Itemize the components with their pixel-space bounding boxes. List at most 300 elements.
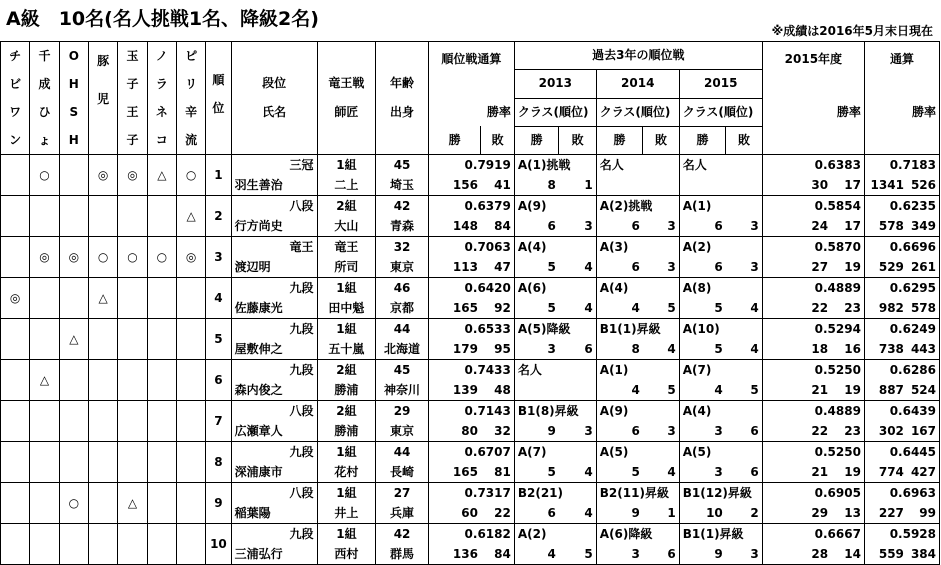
loss-2014-cell: 5 bbox=[643, 298, 679, 319]
junisen-rate-cell: 0.7433 bbox=[428, 360, 514, 381]
class-rank-header-2013: クラス(順位) bbox=[514, 98, 596, 126]
win-2014-cell: 8 bbox=[596, 339, 643, 360]
loss-2014-cell: 6 bbox=[643, 544, 679, 565]
fy-rate-cell: 0.5250 bbox=[762, 360, 864, 381]
birthplace-cell: 北海道 bbox=[376, 339, 429, 360]
prediction-mark bbox=[30, 278, 59, 319]
age-cell: 44 bbox=[376, 319, 429, 340]
total-rate-cell: 0.6286 bbox=[864, 360, 939, 381]
age-cell: 29 bbox=[376, 401, 429, 422]
loss-2014-cell: 3 bbox=[643, 216, 679, 237]
win-2015-cell: 9 bbox=[679, 544, 726, 565]
prediction-mark bbox=[88, 524, 117, 565]
predictor-header-char: 王 bbox=[126, 105, 139, 119]
fy-win-cell: 21 bbox=[762, 462, 831, 483]
standings-table bbox=[0, 41, 940, 565]
blank-header bbox=[317, 126, 376, 154]
total-win-cell: 529 bbox=[864, 257, 906, 278]
loss-2013-cell: 4 bbox=[559, 257, 596, 278]
prediction-mark bbox=[176, 360, 205, 401]
junisen-loss-cell: 92 bbox=[481, 298, 514, 319]
total-rate-cell: 0.6235 bbox=[864, 196, 939, 217]
total-loss-cell: 578 bbox=[907, 298, 940, 319]
loss-2014-cell: 4 bbox=[643, 339, 679, 360]
prediction-mark bbox=[30, 196, 59, 237]
birthplace-cell: 神奈川 bbox=[376, 380, 429, 401]
junisen-loss-cell: 84 bbox=[481, 216, 514, 237]
dan-cell: 八段 bbox=[231, 196, 317, 217]
prediction-mark: △ bbox=[176, 196, 205, 237]
fy-loss-cell: 23 bbox=[831, 421, 864, 442]
prediction-mark bbox=[118, 401, 147, 442]
predictor-header-char: ワ bbox=[9, 105, 22, 119]
prediction-mark bbox=[176, 442, 205, 483]
ryuo-cell: 2組 bbox=[317, 401, 376, 422]
junisen-loss-cell: 48 bbox=[481, 380, 514, 401]
total-loss-cell: 526 bbox=[907, 175, 940, 196]
ryuo-cell: 2組 bbox=[317, 360, 376, 381]
class-2013-cell: A(2) bbox=[514, 524, 596, 545]
table-row bbox=[1, 483, 940, 504]
predictor-header-char: ビ bbox=[9, 77, 22, 91]
age-cell: 44 bbox=[376, 442, 429, 463]
fy-rate-cell: 0.4889 bbox=[762, 278, 864, 299]
total-rate-cell: 0.7183 bbox=[864, 155, 939, 176]
class-2015-cell: A(10) bbox=[679, 319, 762, 340]
win-2014-cell: 9 bbox=[596, 503, 643, 524]
win-2013-cell: 8 bbox=[514, 175, 559, 196]
class-2013-cell: A(9) bbox=[514, 196, 596, 217]
year-header-2013: 2013 bbox=[514, 70, 596, 98]
dan-cell: 八段 bbox=[231, 401, 317, 422]
dan-cell: 三冠 bbox=[231, 155, 317, 176]
total-win-cell: 887 bbox=[864, 380, 906, 401]
prediction-mark bbox=[118, 278, 147, 319]
win-2014-cell bbox=[596, 175, 643, 196]
blank-header bbox=[231, 42, 317, 70]
predictor-header-1 bbox=[30, 42, 59, 155]
total-loss-cell: 384 bbox=[907, 544, 940, 565]
class-2013-cell: A(1)挑戦 bbox=[514, 155, 596, 176]
total-win-cell: 559 bbox=[864, 544, 906, 565]
age-cell: 42 bbox=[376, 524, 429, 545]
prediction-mark: △ bbox=[59, 319, 88, 360]
class-2013-cell: B1(8)昇級 bbox=[514, 401, 596, 422]
prediction-mark bbox=[147, 442, 176, 483]
blank-header bbox=[231, 126, 317, 154]
class-2014-cell: A(3) bbox=[596, 237, 679, 258]
predictor-header-char: 子 bbox=[126, 133, 139, 147]
class-2015-cell: B1(12)昇級 bbox=[679, 483, 762, 504]
player-name: 渡辺明 bbox=[231, 257, 317, 278]
prediction-mark bbox=[59, 442, 88, 483]
prediction-mark bbox=[88, 360, 117, 401]
predictor-header-char: S bbox=[69, 105, 79, 119]
predictor-header-char: ネ bbox=[155, 105, 168, 119]
predictor-header-char: ょ bbox=[38, 133, 51, 147]
total-loss-cell: 349 bbox=[907, 216, 940, 237]
ryuo-cell: 1組 bbox=[317, 524, 376, 545]
class-2014-cell: B1(1)昇級 bbox=[596, 319, 679, 340]
win-2013-cell: 5 bbox=[514, 298, 559, 319]
class-rank-header-2015: クラス(順位) bbox=[679, 98, 762, 126]
class-2013-cell: A(4) bbox=[514, 237, 596, 258]
rank-cell: 3 bbox=[206, 237, 231, 278]
loss-2015-cell: 3 bbox=[726, 257, 763, 278]
fy-loss-cell: 17 bbox=[831, 175, 864, 196]
junisen-rate-cell: 0.6533 bbox=[428, 319, 514, 340]
table-row bbox=[1, 442, 940, 463]
fy-win-cell: 27 bbox=[762, 257, 831, 278]
prediction-mark: △ bbox=[30, 360, 59, 401]
prediction-mark bbox=[118, 524, 147, 565]
junisen-loss-cell: 32 bbox=[481, 421, 514, 442]
dan-cell: 九段 bbox=[231, 319, 317, 340]
win-2013-cell bbox=[514, 380, 559, 401]
class-2013-cell: A(6) bbox=[514, 278, 596, 299]
fy-rate-header: 勝率 bbox=[762, 98, 864, 126]
dan-cell: 八段 bbox=[231, 483, 317, 504]
prediction-mark bbox=[59, 278, 88, 319]
junisen-loss-cell: 95 bbox=[481, 339, 514, 360]
shisho-cell: 勝浦 bbox=[317, 380, 376, 401]
predictor-header-char: ノ bbox=[155, 49, 168, 63]
win-header-2014: 勝 bbox=[596, 126, 643, 154]
junisen-total-header: 順位戦通算 bbox=[428, 42, 514, 70]
blank-header bbox=[762, 70, 864, 98]
blank-header bbox=[428, 70, 514, 98]
table-row bbox=[1, 401, 940, 422]
win-header-2015: 勝 bbox=[679, 126, 726, 154]
predictor-header-char: 玉 bbox=[126, 49, 139, 63]
loss-2014-cell bbox=[643, 175, 679, 196]
class-2015-cell: 名人 bbox=[679, 155, 762, 176]
junisen-loss-cell: 41 bbox=[481, 175, 514, 196]
class-2014-cell: 名人 bbox=[596, 155, 679, 176]
loss-2015-cell: 6 bbox=[726, 462, 763, 483]
fy-win-cell: 21 bbox=[762, 380, 831, 401]
prediction-mark bbox=[88, 483, 117, 524]
birthplace-cell: 青森 bbox=[376, 216, 429, 237]
age-cell: 46 bbox=[376, 278, 429, 299]
prediction-mark bbox=[176, 401, 205, 442]
prediction-mark bbox=[30, 442, 59, 483]
fy-rate-cell: 0.6667 bbox=[762, 524, 864, 545]
loss-2014-cell: 3 bbox=[643, 421, 679, 442]
junisen-win-cell: 80 bbox=[428, 421, 481, 442]
fy-win-cell: 18 bbox=[762, 339, 831, 360]
player-name: 行方尚史 bbox=[231, 216, 317, 237]
rank-header bbox=[206, 42, 231, 155]
prediction-mark bbox=[59, 524, 88, 565]
loss-2013-cell: 5 bbox=[559, 544, 596, 565]
table-row bbox=[1, 360, 940, 381]
table-row bbox=[1, 319, 940, 340]
class-2015-cell: A(4) bbox=[679, 401, 762, 422]
class-2013-cell: A(5)降級 bbox=[514, 319, 596, 340]
prediction-mark bbox=[1, 401, 30, 442]
loss-2014-cell: 3 bbox=[643, 257, 679, 278]
class-2015-cell: A(7) bbox=[679, 360, 762, 381]
total-win-cell: 982 bbox=[864, 298, 906, 319]
predictor-header-char: 千 bbox=[38, 49, 51, 63]
sheet-note: ※成績は2016年5月末日現在 bbox=[771, 24, 933, 38]
total-rate-cell: 0.6249 bbox=[864, 319, 939, 340]
total-win-cell: 227 bbox=[864, 503, 906, 524]
blank-header bbox=[376, 126, 429, 154]
loss-2015-cell: 5 bbox=[726, 380, 763, 401]
prediction-mark: △ bbox=[88, 278, 117, 319]
prediction-mark bbox=[176, 319, 205, 360]
age-cell: 42 bbox=[376, 196, 429, 217]
loss-2015-cell: 4 bbox=[726, 339, 763, 360]
fy-loss-cell: 13 bbox=[831, 503, 864, 524]
table-row bbox=[1, 196, 940, 217]
shisho-cell: 所司 bbox=[317, 257, 376, 278]
loss-2014-cell: 4 bbox=[643, 462, 679, 483]
table-body bbox=[1, 155, 940, 565]
total-rate-cell: 0.6696 bbox=[864, 237, 939, 258]
year-header-2014: 2014 bbox=[596, 70, 679, 98]
junisen-rate-cell: 0.6379 bbox=[428, 196, 514, 217]
ryuo-cell: 1組 bbox=[317, 442, 376, 463]
loss-2013-cell: 6 bbox=[559, 339, 596, 360]
dan-header: 段位 bbox=[231, 70, 317, 98]
junisen-rate-cell: 0.6420 bbox=[428, 278, 514, 299]
prediction-mark bbox=[118, 319, 147, 360]
prediction-mark: ○ bbox=[88, 237, 117, 278]
age-cell: 32 bbox=[376, 237, 429, 258]
birthplace-cell: 京都 bbox=[376, 298, 429, 319]
prediction-mark bbox=[88, 196, 117, 237]
junisen-win-cell: 136 bbox=[428, 544, 481, 565]
birthplace-cell: 群馬 bbox=[376, 544, 429, 565]
ryuo-cell: 1組 bbox=[317, 319, 376, 340]
fy2015-header: 2015年度 bbox=[762, 42, 864, 70]
class-2015-cell: A(8) bbox=[679, 278, 762, 299]
class-2014-cell: A(1) bbox=[596, 360, 679, 381]
total-rate-cell: 0.5928 bbox=[864, 524, 939, 545]
class-2013-cell: B2(21) bbox=[514, 483, 596, 504]
predictor-header-4 bbox=[118, 42, 147, 155]
age-header: 年齢 bbox=[376, 70, 429, 98]
birthplace-cell: 埼玉 bbox=[376, 175, 429, 196]
shisho-cell: 西村 bbox=[317, 544, 376, 565]
fy-loss-cell: 19 bbox=[831, 462, 864, 483]
junisen-win-cell: 156 bbox=[428, 175, 481, 196]
class-2015-cell: A(1) bbox=[679, 196, 762, 217]
loss-2013-cell: 4 bbox=[559, 503, 596, 524]
loss-2015-cell: 2 bbox=[726, 503, 763, 524]
junisen-rate-cell: 0.7063 bbox=[428, 237, 514, 258]
class-2013-cell: A(7) bbox=[514, 442, 596, 463]
total-header: 通算 bbox=[864, 42, 939, 70]
predictor-header-char: 辛 bbox=[185, 105, 198, 119]
win-2015-cell: 6 bbox=[679, 216, 726, 237]
predictor-header-char: ラ bbox=[155, 77, 168, 91]
junisen-loss-cell: 81 bbox=[481, 462, 514, 483]
rank-cell: 6 bbox=[206, 360, 231, 401]
rank-cell: 9 bbox=[206, 483, 231, 524]
class-2014-cell: A(5) bbox=[596, 442, 679, 463]
predictor-header-char: 子 bbox=[126, 77, 139, 91]
junisen-win-cell: 139 bbox=[428, 380, 481, 401]
total-win-cell: 1341 bbox=[864, 175, 906, 196]
junisen-loss-cell: 22 bbox=[481, 503, 514, 524]
player-name: 広瀬章人 bbox=[231, 421, 317, 442]
prediction-mark bbox=[30, 319, 59, 360]
prediction-mark bbox=[59, 401, 88, 442]
player-name: 三浦弘行 bbox=[231, 544, 317, 565]
class-2014-cell: B2(11)昇級 bbox=[596, 483, 679, 504]
table-row bbox=[1, 524, 940, 545]
loss-2013-cell bbox=[559, 380, 596, 401]
fy-loss-cell: 23 bbox=[831, 298, 864, 319]
ryuo-cell: 2組 bbox=[317, 196, 376, 217]
loss-2015-cell: 4 bbox=[726, 298, 763, 319]
total-win-cell: 774 bbox=[864, 462, 906, 483]
prediction-mark bbox=[176, 278, 205, 319]
total-win-cell: 738 bbox=[864, 339, 906, 360]
loss-header-2013: 敗 bbox=[559, 126, 596, 154]
age-cell: 45 bbox=[376, 360, 429, 381]
total-rate-cell: 0.6963 bbox=[864, 483, 939, 504]
predictor-header-3 bbox=[88, 42, 117, 155]
win-2015-cell: 5 bbox=[679, 298, 726, 319]
fy-loss-cell: 14 bbox=[831, 544, 864, 565]
prediction-mark bbox=[30, 483, 59, 524]
table-row bbox=[1, 237, 940, 258]
loss-2013-cell: 3 bbox=[559, 216, 596, 237]
win-2013-cell: 6 bbox=[514, 503, 559, 524]
ryuo-cell: 1組 bbox=[317, 155, 376, 176]
prediction-mark: ○ bbox=[118, 237, 147, 278]
prediction-mark bbox=[88, 401, 117, 442]
win-2013-cell: 9 bbox=[514, 421, 559, 442]
table-row bbox=[1, 155, 940, 176]
fy-rate-cell: 0.4889 bbox=[762, 401, 864, 422]
loss-2013-cell: 3 bbox=[559, 421, 596, 442]
prediction-mark: ◎ bbox=[88, 155, 117, 196]
fy-loss-cell: 19 bbox=[831, 257, 864, 278]
rank-cell: 7 bbox=[206, 401, 231, 442]
prediction-mark bbox=[147, 483, 176, 524]
total-loss-cell: 443 bbox=[907, 339, 940, 360]
fy-win-cell: 22 bbox=[762, 298, 831, 319]
junisen-win-cell: 179 bbox=[428, 339, 481, 360]
win-2013-cell: 5 bbox=[514, 257, 559, 278]
past3-header: 過去3年の順位戦 bbox=[514, 42, 762, 70]
dan-cell: 九段 bbox=[231, 524, 317, 545]
fy-rate-cell: 0.5294 bbox=[762, 319, 864, 340]
loss-2015-cell: 3 bbox=[726, 544, 763, 565]
birthplace-cell: 長崎 bbox=[376, 462, 429, 483]
predictor-header-char: ン bbox=[9, 133, 22, 147]
prediction-mark: ◎ bbox=[176, 237, 205, 278]
dan-cell: 九段 bbox=[231, 442, 317, 463]
win-2015-cell: 3 bbox=[679, 421, 726, 442]
total-loss-cell: 167 bbox=[907, 421, 940, 442]
fy-loss-cell: 19 bbox=[831, 380, 864, 401]
predictor-header-char: 流 bbox=[185, 133, 198, 147]
predictor-header-char: H bbox=[68, 77, 79, 91]
prediction-mark bbox=[118, 196, 147, 237]
prediction-mark: ◎ bbox=[1, 278, 30, 319]
rank-cell: 5 bbox=[206, 319, 231, 360]
prediction-mark bbox=[88, 442, 117, 483]
fy-rate-cell: 0.6905 bbox=[762, 483, 864, 504]
name-header: 氏名 bbox=[231, 98, 317, 126]
fy-win-cell: 30 bbox=[762, 175, 831, 196]
dan-cell: 九段 bbox=[231, 360, 317, 381]
total-loss-cell: 261 bbox=[907, 257, 940, 278]
birthplace-cell: 東京 bbox=[376, 257, 429, 278]
blank-header bbox=[831, 126, 864, 154]
class-2014-cell: A(6)降級 bbox=[596, 524, 679, 545]
loss-2014-cell: 5 bbox=[643, 380, 679, 401]
loss-header-2015: 敗 bbox=[726, 126, 763, 154]
predictor-header-2 bbox=[59, 42, 88, 155]
class-2014-cell: A(9) bbox=[596, 401, 679, 422]
win-header-2013: 勝 bbox=[514, 126, 559, 154]
player-name: 羽生善治 bbox=[231, 175, 317, 196]
junisen-rate-cell: 0.7143 bbox=[428, 401, 514, 422]
rank-cell: 2 bbox=[206, 196, 231, 237]
junisen-win-cell: 165 bbox=[428, 298, 481, 319]
prediction-mark: ◎ bbox=[59, 237, 88, 278]
class-rank-header-2014: クラス(順位) bbox=[596, 98, 679, 126]
shisho-cell: 井上 bbox=[317, 503, 376, 524]
total-rate-cell: 0.6295 bbox=[864, 278, 939, 299]
fy-win-cell: 28 bbox=[762, 544, 831, 565]
fy-rate-cell: 0.5250 bbox=[762, 442, 864, 463]
win-2014-cell: 6 bbox=[596, 257, 643, 278]
shisho-cell: 五十嵐 bbox=[317, 339, 376, 360]
prediction-mark: ○ bbox=[30, 155, 59, 196]
prediction-mark: ◎ bbox=[118, 155, 147, 196]
prediction-mark bbox=[147, 278, 176, 319]
class-2014-cell: A(4) bbox=[596, 278, 679, 299]
loss-2014-cell: 1 bbox=[643, 503, 679, 524]
prediction-mark bbox=[30, 401, 59, 442]
year-header-2015: 2015 bbox=[679, 70, 762, 98]
prediction-mark bbox=[1, 319, 30, 360]
fy-rate-cell: 0.5854 bbox=[762, 196, 864, 217]
prediction-mark bbox=[147, 360, 176, 401]
win-2014-cell: 3 bbox=[596, 544, 643, 565]
prediction-mark: ○ bbox=[147, 237, 176, 278]
dan-cell: 竜王 bbox=[231, 237, 317, 258]
fy-win-cell: 22 bbox=[762, 421, 831, 442]
junisen-loss-header: 敗 bbox=[481, 126, 514, 154]
fy-loss-cell: 16 bbox=[831, 339, 864, 360]
win-2014-cell: 4 bbox=[596, 298, 643, 319]
prediction-mark bbox=[147, 524, 176, 565]
win-2015-cell: 10 bbox=[679, 503, 726, 524]
birthplace-header: 出身 bbox=[376, 98, 429, 126]
class-2015-cell: A(5) bbox=[679, 442, 762, 463]
loss-2015-cell: 6 bbox=[726, 421, 763, 442]
player-name: 屋敷伸之 bbox=[231, 339, 317, 360]
rank-cell: 10 bbox=[206, 524, 231, 565]
predictor-header-char: ひ bbox=[38, 105, 51, 119]
prediction-mark bbox=[1, 155, 30, 196]
win-2013-cell: 3 bbox=[514, 339, 559, 360]
prediction-mark: ○ bbox=[176, 155, 205, 196]
prediction-mark bbox=[118, 360, 147, 401]
total-loss-cell: 99 bbox=[907, 503, 940, 524]
win-2015-cell: 4 bbox=[679, 380, 726, 401]
